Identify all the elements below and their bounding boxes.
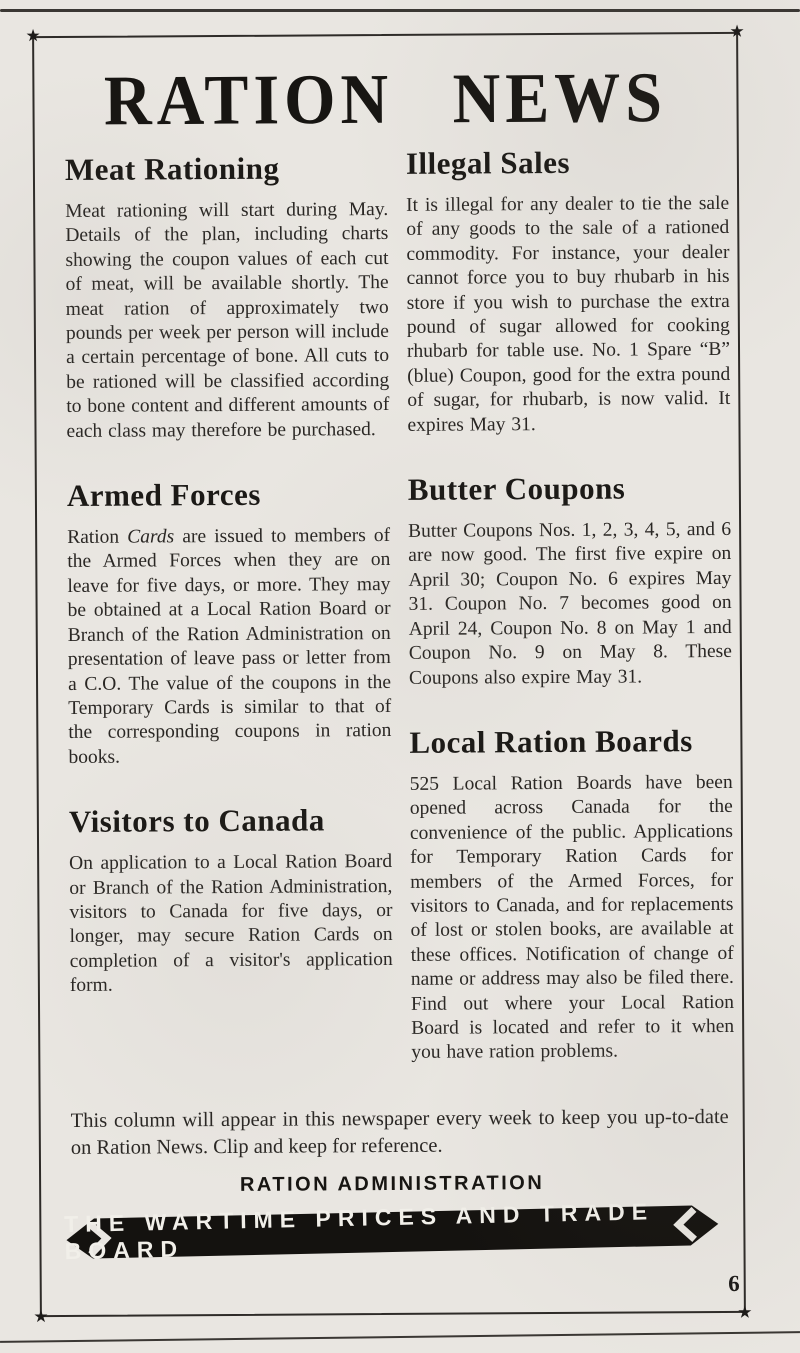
body-text: are issued to members of the Armed Forces when they are on leave for five days, or more. They may be obtained at a Local Ration Board or Branch of the Ration Administration on presentation of leave pass or letter from a C.O. The value of the coupons in the Temporary Cards is similar to that of the corresponding coupons in ration books. (67, 525, 392, 768)
article-heading: Illegal Sales (405, 144, 571, 181)
article-body: On application to a Local Ration Board or Branch of the Ration Administration, visitors to Canada for five days, or longer, may secure Ration Cards on completion of a visitor's application form. (69, 851, 393, 997)
article-visitors-to-canada (69, 802, 393, 998)
article-body: Butter Coupons Nos. 1, 2, 3, 4, 5, and 6 are now good. The first five expire on April 30; Coupon No. 6 expires May 31. Coupon No. 7 becomes good on April 24, Coupon No. 8 on May 1 and Coupon No. 9 on May 8. These Coupons also expire May 31. (408, 518, 732, 689)
border-frame (25, 21, 753, 1327)
right-column (405, 144, 735, 1100)
article-armed-forces (67, 476, 392, 770)
bottom-edge-rule (0, 1331, 800, 1343)
article-heading: Local Ration Boards (409, 723, 693, 760)
banner-text: THE WARTIME PRICES AND TRADE BOARD (63, 1198, 655, 1264)
top-edge-rule (0, 9, 800, 12)
footer-note: This column will appear in this newspaper every week to keep you up-to-date on Ration News. Clip and keep for reference. (70, 1105, 729, 1159)
wartime-prices-banner (63, 1198, 721, 1264)
corner-star-icon: ★ (729, 21, 745, 41)
ration-administration-label: RATION ADMINISTRATION (239, 1171, 545, 1196)
two-column-layout (35, 144, 743, 1102)
article-heading: Visitors to Canada (68, 802, 325, 840)
corner-star-icon: ★ (25, 26, 41, 46)
italic-word: Cards (127, 526, 175, 548)
article-heading: Meat Rationing (64, 150, 280, 187)
article-butter-coupons (408, 470, 732, 691)
article-local-ration-boards (409, 723, 734, 1066)
article-body: Meat rationing will start during May. Details of the plan, including charts showing the coupon values of each cut of meat, will be available shortly. The meat ration of approximately two pounds per week per person will include a certain percentage of bone. All cuts to be rationed will be classified according to bone content and different amounts of each class may therefore be purchased. (65, 198, 390, 442)
article-meat-rationing (65, 150, 390, 444)
corner-star-icon: ★ (737, 1302, 753, 1322)
article-body (67, 524, 391, 770)
article-body: It is illegal for any dealer to tie the sale of any goods to the sale of a rationed commodity. For instance, your dealer cannot force you to buy rhubarb in his store if you wish to purchase the extra pound of sugar allowed for cooking rhubarb for table use. No. 1 Spare “B” (blue) Coupon, good for the extra pound of sugar, for rhubarb, is now valid. It expires May 31. (406, 192, 731, 436)
article-body: 525 Local Ration Boards have been opened across Canada for the convenience of the public. Applications for Temporary Ration Cards for members of the Armed Forces, for visitors to Canada, and for replacements of lost or stolen books, are available at these offices. Notification of change of name or address may also be filed there. Find out where your Local Ration Board is located and refer to it when you have ration problems. (409, 771, 735, 1064)
article-illegal-sales (406, 144, 731, 438)
body-text: Ration (67, 526, 128, 549)
page-number: 6 (728, 1270, 740, 1296)
page-title: RATION NEWS (103, 58, 668, 141)
corner-star-icon: ★ (33, 1307, 49, 1327)
article-heading: Armed Forces (66, 476, 261, 514)
article-heading: Butter Coupons (407, 470, 626, 507)
left-column (65, 150, 394, 1102)
